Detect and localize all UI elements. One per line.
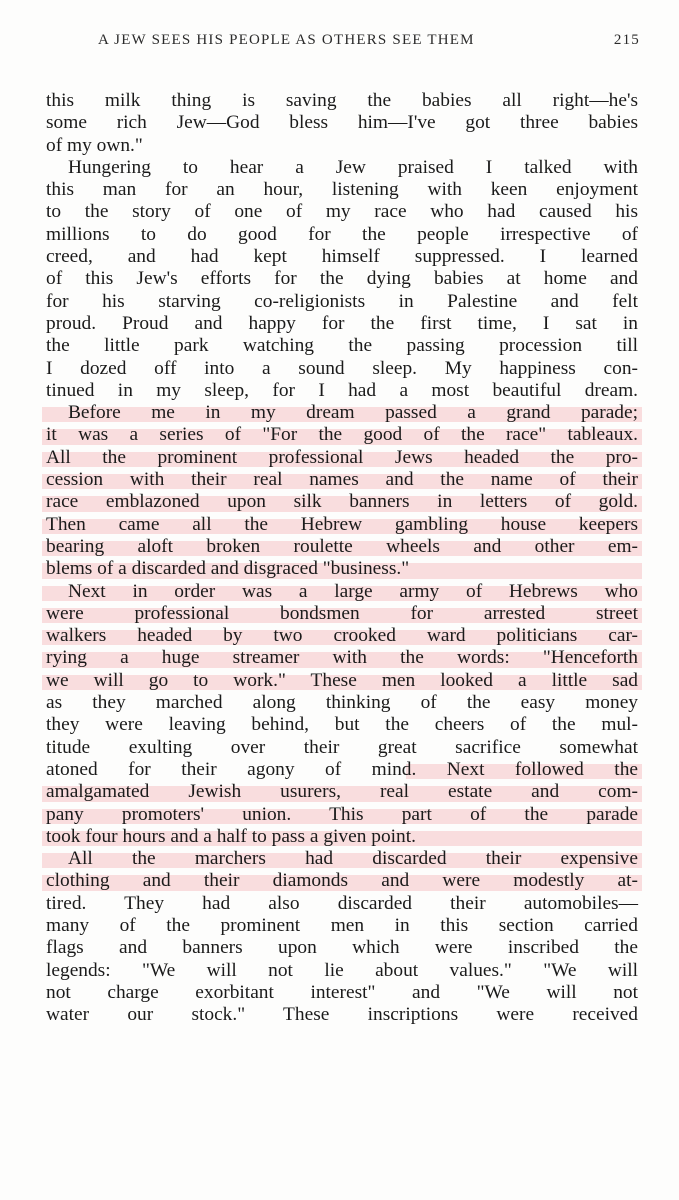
- highlighted-line: bearing aloft broken roulette wheels and other em-: [46, 535, 638, 557]
- highlighted-line: clothing and their diamonds and were modestly at-: [46, 870, 638, 892]
- text-line: creed, and had kept himself suppressed. I learned: [46, 246, 638, 268]
- highlighted-line: amalgamated Jewish usurers, real estate and com-: [46, 781, 638, 803]
- text-line: flags and banners upon which were inscribed the: [46, 937, 638, 959]
- highlighted-line: Next in order was a large army of Hebrews who: [46, 581, 638, 603]
- highlighted-line: race emblazoned upon silk banners in letters of gold.: [46, 491, 638, 513]
- text-line: millions to do good for the people irrespective of: [46, 223, 638, 245]
- text-line: as they marched along thinking of the easy money: [46, 692, 638, 714]
- text-line: of this Jew's efforts for the dying babies at home and: [46, 268, 638, 290]
- text-line: of my own.": [46, 134, 143, 156]
- highlighted-line: Then came all the Hebrew gambling house keepers: [46, 513, 638, 535]
- body-text: [46, 90, 638, 1026]
- text-line: for his starving co-religionists in Palestine and felt: [46, 290, 638, 312]
- highlighted-line: walkers headed by two crooked ward politicians car-: [46, 625, 638, 647]
- highlighted-line: took four hours and a half to pass a given point.: [46, 826, 638, 848]
- text-line: to the story of one of my race who had caused his: [46, 201, 638, 223]
- running-head: [48, 32, 640, 54]
- text-line: legends: "We will not lie about values." "We will: [46, 959, 638, 981]
- text-line: water our stock." These inscriptions were received: [46, 1004, 638, 1026]
- text-line: this man for an hour, listening with keen enjoyment: [46, 179, 638, 201]
- highlighted-line: blems of a discarded and disgraced "business.": [46, 558, 638, 580]
- text-line: some rich Jew—God bless him—I've got three babies: [46, 112, 638, 134]
- highlighted-line: pany promoters' union. This part of the parade: [46, 803, 638, 825]
- highlighted-line: Before me in my dream passed a grand parade;: [46, 402, 638, 424]
- highlighted-line: we will go to work." These men looked a little sad: [46, 669, 638, 691]
- highlighted-line: it was a series of "For the good of the race" tableaux.: [46, 424, 638, 446]
- text-line: proud. Proud and happy for the first time, I sat in: [46, 312, 638, 334]
- page-number: 215: [613, 32, 640, 48]
- text-line: not charge exorbitant interest" and "We will not: [46, 981, 638, 1003]
- highlighted-line: atoned for their agony of mind. Next followed the: [46, 758, 638, 780]
- highlighted-line: cession with their real names and the name of their: [46, 469, 638, 491]
- highlighted-line: were professional bondsmen for arrested street: [46, 602, 638, 624]
- text-line: tired. They had also discarded their automobiles—: [46, 892, 638, 914]
- text-line: the little park watching the passing procession till: [46, 335, 638, 357]
- text-line: they were leaving behind, but the cheers of the mul-: [46, 714, 638, 736]
- text-line: Hungering to hear a Jew praised I talked with: [68, 156, 638, 178]
- running-title: A JEW SEES HIS PEOPLE AS OTHERS SEE THEM: [98, 32, 475, 48]
- text-line: I dozed off into a sound sleep. My happiness con-: [46, 357, 638, 379]
- text-line: many of the prominent men in this section carried: [46, 914, 638, 936]
- text-line: tinued in my sleep, for I had a most beautiful dream.: [46, 379, 638, 401]
- text-line: this milk thing is saving the babies all right—he's: [46, 90, 638, 111]
- highlighted-line: rying a huge streamer with the words: "Henceforth: [46, 647, 638, 669]
- highlighted-line: All the marchers had discarded their expensive: [46, 848, 638, 870]
- text-line: titude exulting over their great sacrifice somewhat: [46, 736, 638, 758]
- highlighted-line: All the prominent professional Jews headed the pro-: [46, 446, 638, 468]
